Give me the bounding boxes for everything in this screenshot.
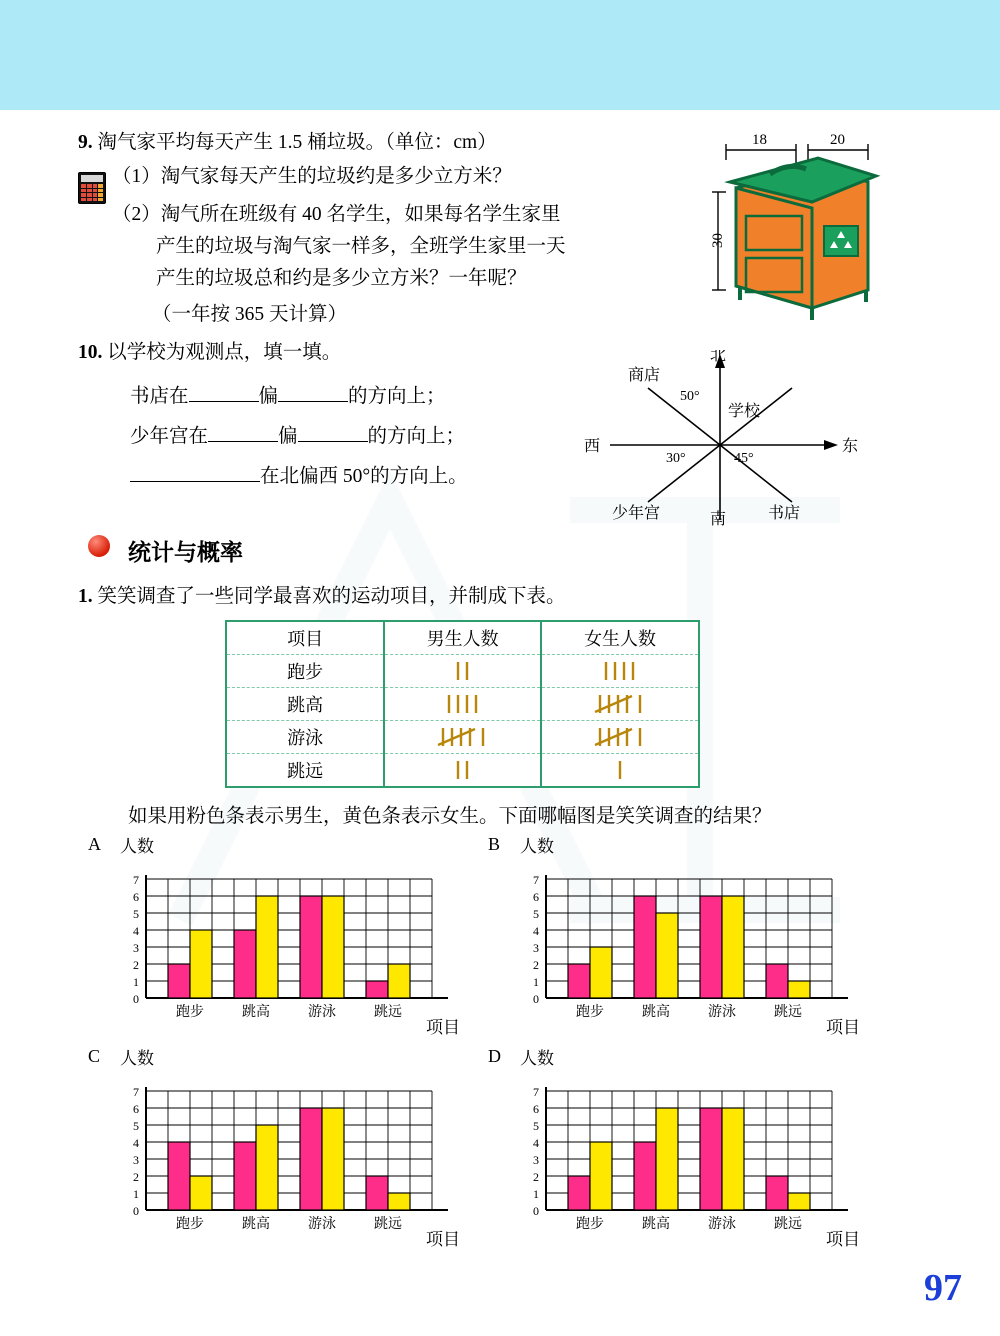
svg-text:4: 4 (533, 1136, 539, 1150)
angle-30: 30° (666, 451, 686, 466)
cell-item: 跑步 (226, 655, 384, 688)
svg-text:跑步: 跑步 (176, 1005, 204, 1020)
cell-boys-tally (384, 655, 541, 688)
cell-item: 跳高 (226, 688, 384, 721)
svg-text:7: 7 (533, 1085, 539, 1099)
cell-girls-tally (541, 721, 699, 754)
svg-text:2: 2 (133, 958, 139, 972)
compass-west: 西 (584, 438, 601, 455)
svg-text:1: 1 (133, 975, 139, 989)
svg-text:20: 20 (830, 132, 845, 148)
q9-stem: 9. 淘气家平均每天产生 1.5 桶垃圾。（单位：cm） (78, 132, 497, 153)
compass-north: 北 (710, 350, 727, 364)
svg-text:跳远: 跳远 (374, 1005, 402, 1020)
trash-bin-illustration (700, 130, 960, 340)
chart-b-label: B (488, 834, 501, 854)
svg-text:2: 2 (533, 958, 539, 972)
chart-d-xlabel: 项目 (826, 1230, 860, 1249)
svg-text:3: 3 (533, 1153, 539, 1167)
chart-c-xlabel: 项目 (426, 1230, 460, 1249)
svg-text:游泳: 游泳 (308, 1217, 336, 1232)
chart-b (488, 834, 888, 1037)
q10-line1: 书店在 偏 的方向上； (130, 386, 446, 407)
compass-east: 东 (842, 438, 859, 455)
cell-boys-tally (384, 754, 541, 788)
svg-text:7: 7 (133, 873, 139, 887)
compass-diagram (570, 350, 970, 530)
cell-girls-tally (541, 655, 699, 688)
angle-50: 50° (680, 389, 700, 404)
svg-text:6: 6 (133, 890, 139, 904)
cell-girls-tally (541, 688, 699, 721)
compass-palace: 少年宫 (612, 505, 661, 522)
svg-text:0: 0 (133, 1204, 139, 1218)
svg-text:30: 30 (710, 233, 726, 248)
section-bullet-icon (88, 535, 110, 557)
page-top-banner (0, 0, 1000, 110)
q9-sub2-line1: （2）淘气所在班级有 40 名学生，如果每名学生家里 (112, 204, 561, 225)
cell-item: 跳远 (226, 754, 384, 788)
section-title: 统计与概率 (128, 539, 243, 565)
svg-text:3: 3 (533, 941, 539, 955)
svg-text:跑步: 跑步 (576, 1217, 604, 1232)
q9-sub2-line2: 产生的垃圾与淘气家一样多，全班学生家里一天 (156, 236, 566, 257)
svg-text:1: 1 (533, 975, 539, 989)
cell-item: 游泳 (226, 721, 384, 754)
svg-text:跳远: 跳远 (774, 1005, 802, 1020)
chart-a (88, 834, 488, 1037)
calculator-icon (78, 172, 106, 204)
th-girls: 女生人数 (541, 621, 699, 655)
svg-text:游泳: 游泳 (708, 1217, 736, 1232)
svg-text:18: 18 (752, 132, 767, 148)
svg-text:6: 6 (133, 1102, 139, 1116)
svg-text:1: 1 (533, 1187, 539, 1201)
compass-bookstore: 书店 (768, 505, 801, 522)
svg-text:跑步: 跑步 (576, 1005, 604, 1020)
svg-text:2: 2 (133, 1170, 139, 1184)
chart-d-label: D (488, 1046, 501, 1066)
svg-text:7: 7 (533, 873, 539, 887)
svg-text:跑步: 跑步 (176, 1217, 204, 1232)
compass-school: 学校 (728, 403, 761, 420)
chart-c-plot (110, 1068, 490, 1243)
q10-line2: 少年宫在 偏 的方向上； (130, 426, 466, 447)
angle-45: 45° (734, 451, 754, 466)
q1-stem: 1. 笑笑调查了一些同学最喜欢的运动项目，并制成下表。 (78, 586, 566, 607)
svg-text:7: 7 (133, 1085, 139, 1099)
compass-south: 南 (710, 511, 727, 528)
svg-text:游泳: 游泳 (308, 1005, 336, 1020)
svg-text:6: 6 (533, 890, 539, 904)
page-number: 97 (924, 1267, 962, 1309)
q9-sub2-line3: 产生的垃圾总和约是多少立方米？一年呢？ (156, 268, 527, 289)
svg-text:1: 1 (133, 1187, 139, 1201)
cell-boys-tally (384, 721, 541, 754)
compass-shop: 商店 (628, 367, 661, 384)
table-row (226, 688, 699, 721)
chart-a-label: A (88, 834, 101, 854)
svg-text:跳高: 跳高 (642, 1005, 670, 1020)
svg-text:5: 5 (533, 1119, 539, 1133)
chart-d-ylabel: 人数 (520, 1049, 554, 1068)
chart-a-plot (110, 856, 490, 1031)
svg-text:0: 0 (133, 992, 139, 1006)
svg-text:5: 5 (533, 907, 539, 921)
chart-b-plot (510, 856, 890, 1031)
q1-prompt: 如果用粉色条表示男生，黄色条表示女生。下面哪幅图是笑笑调查的结果？ (128, 806, 772, 827)
svg-text:5: 5 (133, 1119, 139, 1133)
svg-text:2: 2 (533, 1170, 539, 1184)
chart-c-label: C (88, 1046, 101, 1066)
cell-boys-tally (384, 688, 541, 721)
tally-table (225, 620, 700, 788)
cell-girls-tally (541, 754, 699, 788)
q10-line3: 在北偏西 50°的方向上。 (130, 462, 468, 492)
chart-c-ylabel: 人数 (120, 1049, 154, 1068)
q9-sub1: （1）淘气家每天产生的垃圾约是多少立方米？ (112, 166, 512, 187)
chart-a-xlabel: 项目 (426, 1018, 460, 1037)
q9-sub2-line4: （一年按 365 天计算） (152, 304, 348, 325)
th-boys: 男生人数 (384, 621, 541, 655)
svg-text:跳高: 跳高 (642, 1217, 670, 1232)
chart-d (488, 1046, 888, 1249)
svg-text:4: 4 (533, 924, 539, 938)
svg-text:跳高: 跳高 (242, 1217, 270, 1232)
table-row (226, 655, 699, 688)
chart-c (88, 1046, 488, 1249)
q10-stem: 10. 以学校为观测点，填一填。 (78, 342, 342, 363)
svg-text:0: 0 (533, 1204, 539, 1218)
svg-text:4: 4 (133, 924, 139, 938)
chart-b-ylabel: 人数 (520, 837, 554, 856)
svg-text:4: 4 (133, 1136, 139, 1150)
table-row (226, 721, 699, 754)
page-body (0, 110, 1000, 1336)
table-header-row (226, 621, 699, 655)
th-item: 项目 (226, 621, 384, 655)
svg-text:3: 3 (133, 941, 139, 955)
svg-text:5: 5 (133, 907, 139, 921)
svg-text:6: 6 (533, 1102, 539, 1116)
svg-text:游泳: 游泳 (708, 1005, 736, 1020)
svg-text:0: 0 (533, 992, 539, 1006)
svg-text:跳远: 跳远 (774, 1217, 802, 1232)
chart-a-ylabel: 人数 (120, 837, 154, 856)
chart-d-plot (510, 1068, 890, 1243)
svg-text:3: 3 (133, 1153, 139, 1167)
svg-text:跳高: 跳高 (242, 1005, 270, 1020)
chart-b-xlabel: 项目 (826, 1018, 860, 1037)
svg-text:跳远: 跳远 (374, 1217, 402, 1232)
table-row (226, 754, 699, 788)
